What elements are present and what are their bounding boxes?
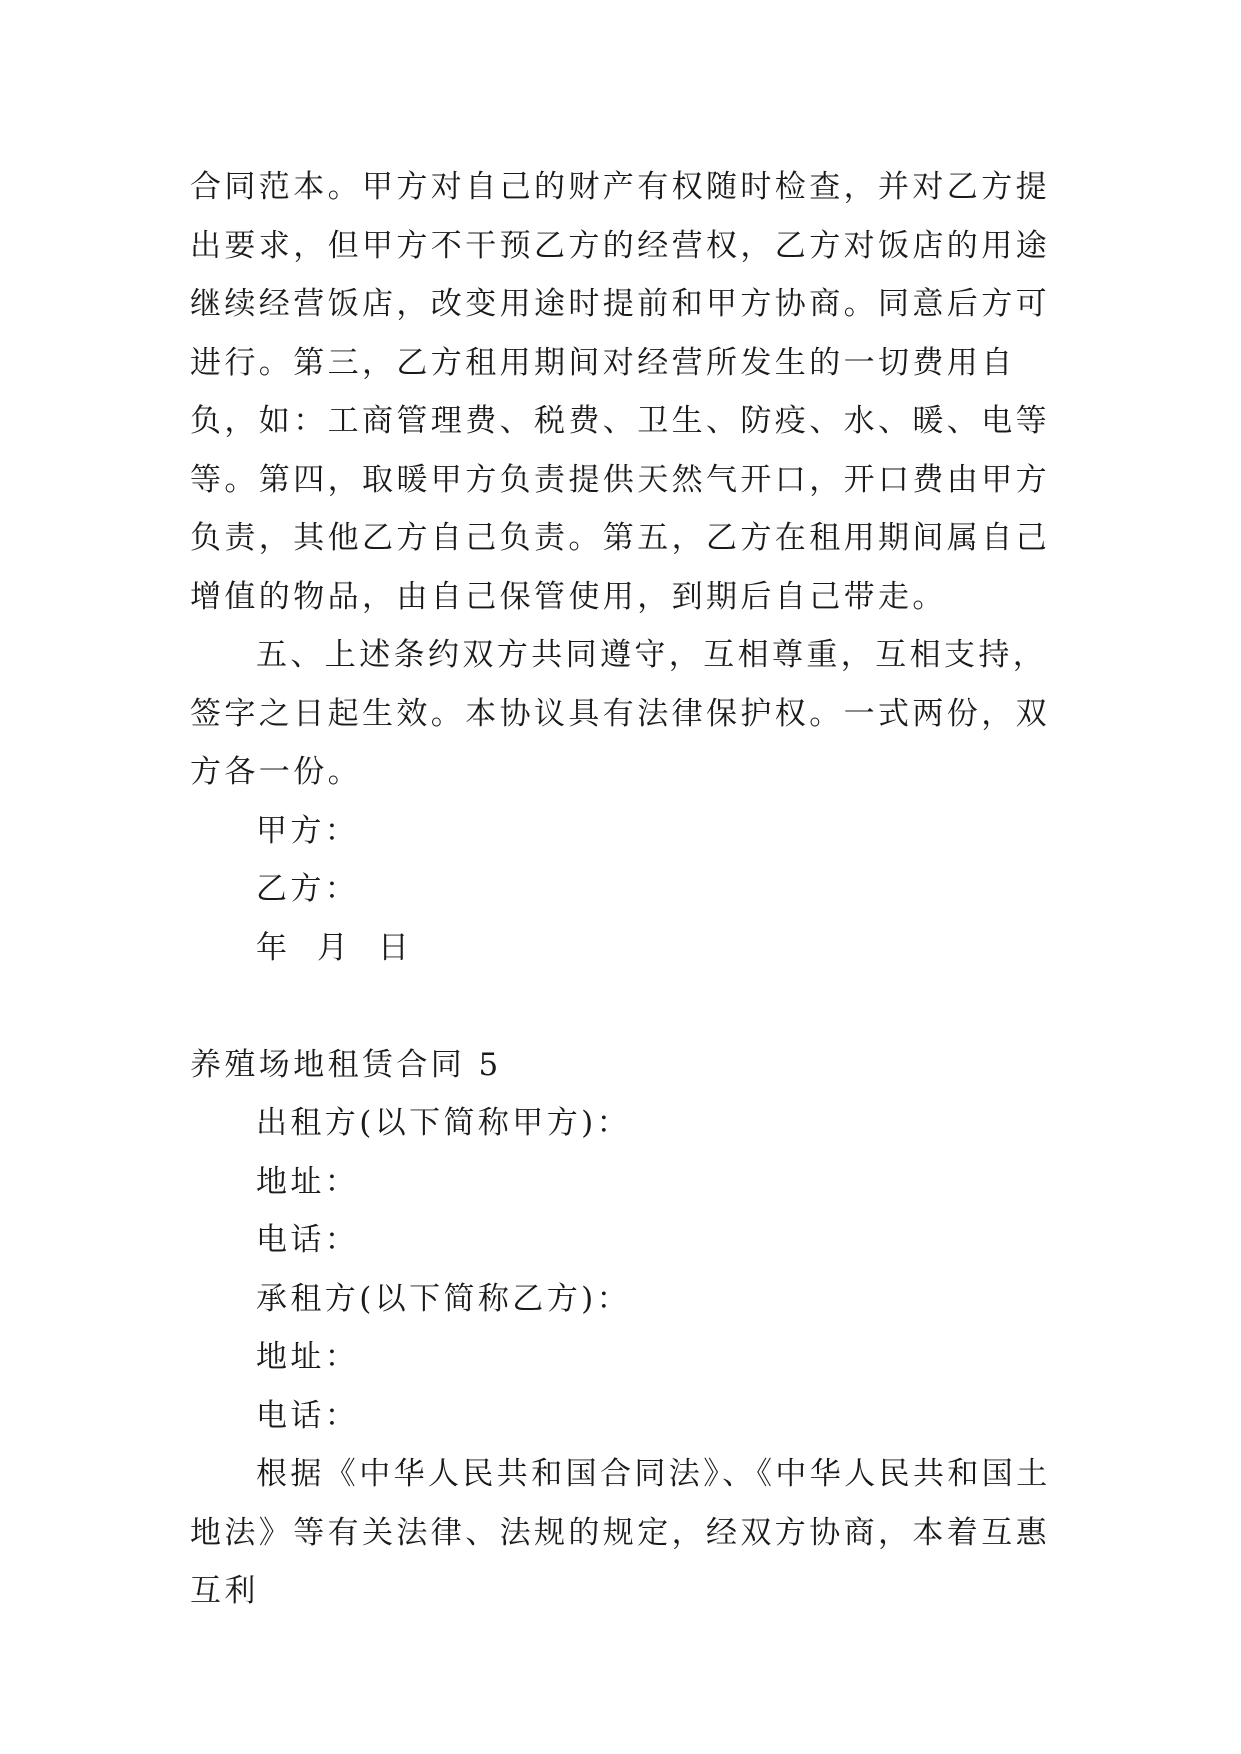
party-b-signature: 乙方： xyxy=(256,871,360,907)
signature-date: 年 月 日 xyxy=(256,929,413,966)
clause-five-paragraph: 五、上述条约双方共同遵守，互相尊重，互相支持，签字之日起生效。本协议具有法律保护权。一式两份，双方各一份。 xyxy=(190,637,1050,790)
lessor-line: 出租方(以下简称甲方)： xyxy=(256,1105,631,1141)
lessee-phone-line: 电话： xyxy=(256,1397,360,1434)
lessee-address-line: 地址： xyxy=(256,1339,360,1375)
lessor-phone-line: 电话： xyxy=(256,1222,360,1258)
contract-continuation-paragraph: 合同范本。甲方对自己的财产有权随时检查，并对乙方提出要求，但甲方不干预乙方的经营权，乙方对饭店的用途继续经营饭店，改变用途时提前和甲方协商。同意后方可进行。第三，乙方租用期间对经营所发生的一切费用自负，如：工商管理费、税费、卫生、防疫、水、暖、电等等。第四，取暖甲方负责提供天然气开口，开口费由甲方负责，其他乙方自己负责。第五，乙方在租用期间属自己增值的物品，由自己保管使用，到期后自己带走。 xyxy=(190,169,1050,615)
document-page xyxy=(190,158,1070,1621)
lessee-line: 承租方(以下简称乙方)： xyxy=(256,1280,631,1317)
party-a-signature: 甲方： xyxy=(256,812,360,849)
preamble-paragraph: 根据《中华人民共和国合同法》、《中华人民共和国土地法》等有关法律、法规的规定，经双方协商，本着互惠互利 xyxy=(190,1456,1051,1609)
lessor-address-line: 地址： xyxy=(256,1163,360,1200)
contract-title: 养殖场地租赁合同 5 xyxy=(190,1046,502,1083)
